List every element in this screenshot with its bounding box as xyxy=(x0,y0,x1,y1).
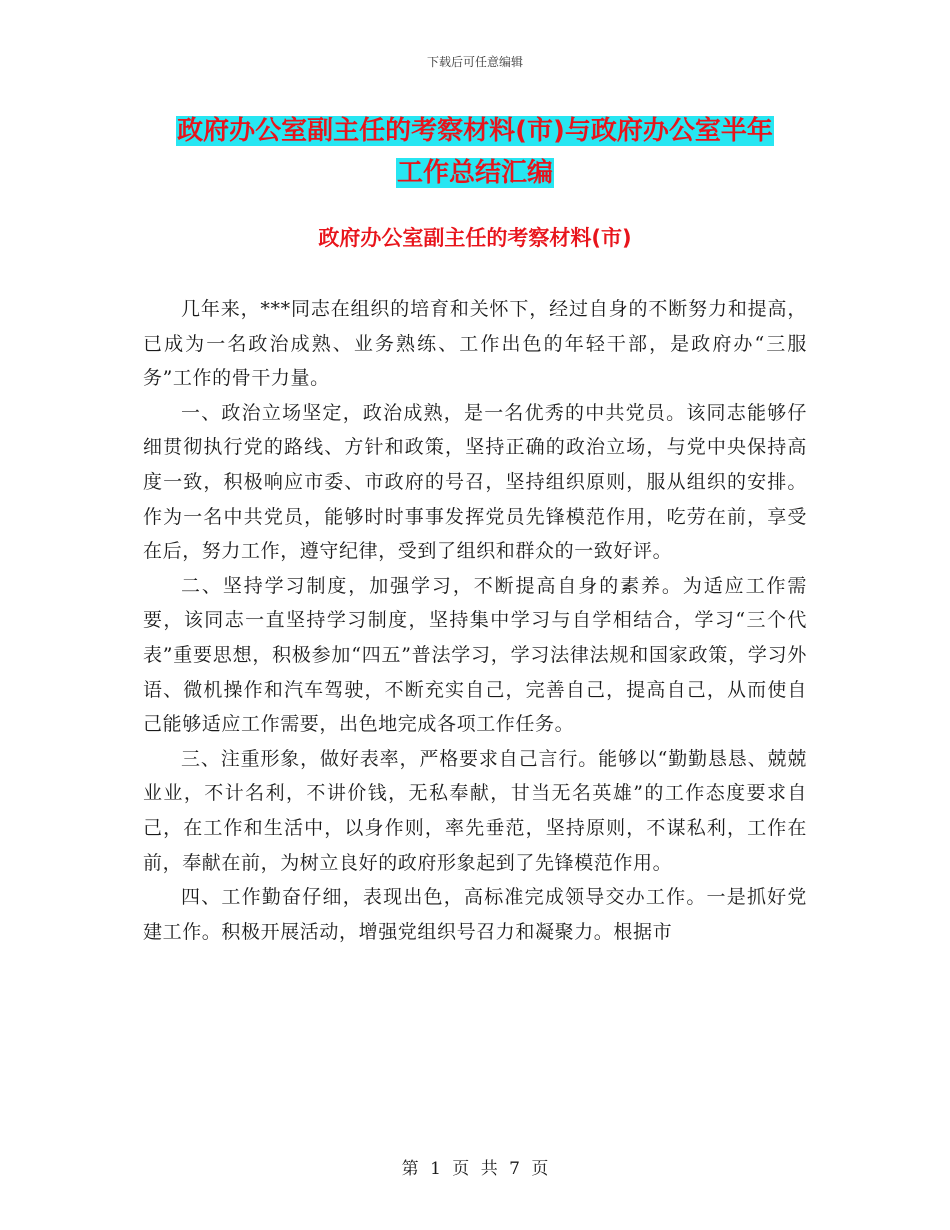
page-number-footer: 第 1 页 共 7 页 xyxy=(401,1159,549,1179)
document-title xyxy=(140,110,810,194)
paragraph-political-stance: 一、政治立场坚定，政治成熟，是一名优秀的中共党员。该同志能够仔细贯彻执行党的路线、方针和政策，坚持正确的政治立场，与党中央保持高度一致，积极响应市委、市政府的号召，坚持组织原则，服从组织的安排。作为一名中共党员，能够时时事事发挥党员先锋模范作用，吃劳在前，享受在后，努力工作，遵守纪律，受到了组织和群众的一致好评。 xyxy=(143,401,807,563)
section-title: 政府办公室副主任的考察材料(市) xyxy=(318,226,632,250)
paragraph-diligent-work: 四、工作勤奋仔细，表现出色，高标准完成领导交办工作。一是抓好党建工作。积极开展活动，增强党组织号召力和凝聚力。根据市 xyxy=(143,886,807,943)
document-title-line-1: 政府办公室副主任的考察材料(市)与政府办公室半年 xyxy=(177,116,773,146)
document-title-line-2: 工作总结汇编 xyxy=(396,158,553,188)
document-body xyxy=(143,292,807,949)
header-note: 下载后可任意编辑 xyxy=(426,55,523,69)
paragraph-image-role-model: 三、注重形象，做好表率，严格要求自己言行。能够以“勤勤恳恳、兢兢业业，不计名利，不讲价钱，无私奉献，甘当无名英雄”的工作态度要求自己，在工作和生活中，以身作则，率先垂范，坚持原则，不谋私利，工作在前，奉献在前，为树立良好的政府形象起到了先锋模范作用。 xyxy=(143,747,807,874)
paragraph-study-system: 二、坚持学习制度，加强学习，不断提高自身的素养。为适应工作需要，该同志一直坚持学习制度，坚持集中学习与自学相结合，学习“三个代表”重要思想，积极参加“四五”普法学习，学习法律法规和国家政策，学习外语、微机操作和汽车驾驶，不断充实自己，完善自己，提高自己，从而使自己能够适应工作需要，出色地完成各项工作任务。 xyxy=(143,574,807,736)
paragraph-intro: 几年来，***同志在组织的培育和关怀下，经过自身的不断努力和提高，已成为一名政治成熟、业务熟练、工作出色的年轻干部，是政府办“三服务”工作的骨干力量。 xyxy=(143,298,807,390)
